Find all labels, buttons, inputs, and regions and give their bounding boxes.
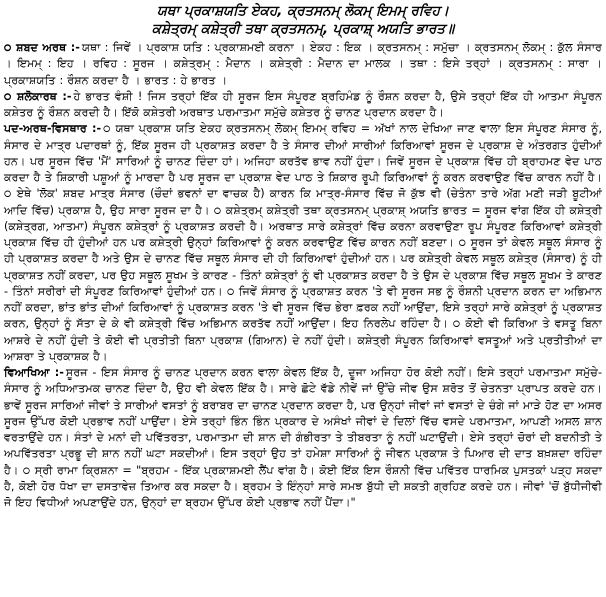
shabad-arth-section [4, 40, 602, 89]
viakhia-label: ਵਿਆਖਿਆ :- [4, 366, 64, 379]
shlokarth-label: ੦ ਸ਼ਲੋਕਾਰਥ :- [4, 89, 72, 103]
shloka-line-1: ਯਥਾ ਪ੍ਰਕਾਸ਼ਯਤਿ ਏਕਹ, ਕ੍ਰਤਸਨਮ੍ ਲੋਕਮ੍ ਇਮਮ੍ ਰਵਿਹ। [157, 3, 449, 19]
pad-arth-vistar-text: ੦ ਯਥਾ ਪ੍ਰਕਾਸ਼ ਯਤਿ ਏਕਹ ਕ੍ਰਤਸਨਮ੍ ਲੋਕਮ੍ ਇਮਮ੍ ਰਵਿਹ = ਅੱਖਾਂ ਨਾਲ ਦੇਖਿਆ ਜਾਣ ਵਾਲਾ ਇਸ ਸੰਪੂਰਣ ਸੰਸਾਰ ਨੂੰ, ਸੰਸਾਰ ਦੇ ਮਾਤ੍ਰ ਪਦਾਰਥਾਂ ਨੂੰ, ਇੱਕ ਸੂਰਜ ਹੀ ਪ੍ਰਕਾਸ਼ਤ ਕਰਦਾ ਹੈ ਤੇ ਸੰਸਾਰ ਦੀਆਂ ਸਾਰੀਆਂ ਕਿਰਿਆਵਾਂ ਸੂਰਜ ਦੇ ਪ੍ਰਕਾਸ਼ ਦੇ ਅੰਤਰਗਤ ਹੁੰਦੀਆਂ ਹਨ। ਪਰ ਸੂਰਜ ਵਿੱਚ 'ਮੈਂ' ਸਾਰਿਆਂ ਨੂੰ ਚਾਨਣ ਦਿੰਦਾ ਹਾਂ। ਅਜਿਹਾ ਕਰਤੱਵ ਭਾਵ ਨਹੀਂ ਹੁੰਦਾ। ਜਿਵੇਂ ਸੂਰਜ ਦੇ ਪ੍ਰਕਾਸ਼ ਵਿੱਚ ਹੀ ਬ੍ਰਾਹਮਣ ਵੇਦ ਪਾਠ ਕਰਦਾ ਹੈ ਤੇ ਸ਼ਿਕਾਰੀ ਪਸ਼ੂਆਂ ਨੂੰ ਮਾਰਦਾ ਹੈ ਪਰ ਸੂਰਜ ਦਾ ਪ੍ਰਕਾਸ਼ ਵੇਦ ਪਾਠ ਤੇ ਸ਼ਿਕਾਰ ਰੂਪੀ ਕਿਰਿਆਵਾਂ ਨੂੰ ਕਰਨ ਕਰਵਾਉਣ ਵਿੱਚ ਕਾਰਨ ਨਹੀਂ ਹੈ। ੦ ਏਥੇ 'ਲੋਕ' ਸ਼ਬਦ ਮਾਤ੍ਰ ਸੰਸਾਰ (ਚੌਦਾਂ ਭਵਨਾਂ ਦਾ ਵਾਚਕ ਹੈ) ਕਾਰਨ ਕਿ ਮਾਤ੍ਰ-ਸੰਸਾਰ ਵਿੱਚ ਜੋ ਕੁੱਝ ਵੀ (ਚੇਤੰਨਾ ਤਾਰੇ ਅੱਗ ਮਣੀ ਜੜੀ ਬੂਟੀਆਂ ਆਦਿ ਵਿੱਚ) ਪ੍ਰਕਾਸ਼ ਹੈ, ਉਹ ਸਾਰਾ ਸੂਰਜ ਦਾ ਹੈ। ੦ ਕਸ਼ੇਤ੍ਰਮ੍ ਕਸ਼ੇਤ੍ਰੀ ਤਥਾ ਕ੍ਰਤਸਨਮ੍ ਪ੍ਰਕਾਸ਼੍ ਅਯਤਿ ਭਾਰਤ = ਸੂਰਜ ਵਾਂਗ ਇੱਕ ਹੀ ਕਸ਼ੇਤ੍ਰੀ (ਕਸ਼ੇਤ੍ਰਗ, ਆਤਮਾ) ਸੰਪੂਰਨ ਕਸ਼ੇਤ੍ਰਾਂ ਨੂੰ ਪ੍ਰਕਾਸ਼ਤ ਕਰਦੀ ਹੈ। ਅਰਥਾਤ ਸਾਰੇ ਕਸ਼ੇਤ੍ਰਾਂ ਵਿੱਚ ਕਰਨਾ ਕਰਵਾਉਣਾ ਰੂਪ ਸੰਪੂਰਣ ਕਿਰਿਆਵਾਂ ਕਸ਼ੇਤ੍ਰੀ ਪ੍ਰਕਾਸ਼ ਵਿੱਚ ਹੀ ਹੁੰਦੀਆਂ ਹਨ ਪਰ ਕਸ਼ੇਤ੍ਰੀ ਉਨ੍ਹਾਂ ਕਿਰਿਆਵਾਂ ਨੂੰ ਕਰਨ ਕਰਵਾਉਣ ਵਿੱਚ ਕਾਰਨ ਨਹੀਂ ਬਣਦਾ। ੦ ਸੂਰਜ ਤਾਂ ਕੇਵਲ ਸਥੂਲ ਸੰਸਾਰ ਨੂੰ ਹੀ ਪ੍ਰਕਾਸ਼ਤ ਕਰਦਾ ਹੈ ਅਤੇ ਉਸ ਦੇ ਚਾਨਣ ਵਿੱਚ ਸਥੂਲ ਸੰਸਾਰ ਦੀ ਹੀ ਕਿਰਿਆਵਾਂ ਹੁੰਦੀਆਂ ਹਨ। ਪਰ ਕਸ਼ੇਤ੍ਰੀ ਕੇਵਲ ਸਥੂਲ ਕਸ਼ੇਤ੍ਰ (ਸੰਸਾਰ) ਨੂੰ ਹੀ ਪ੍ਰਕਾਸ਼ਤ ਨਹੀਂ ਕਰਦਾ, ਪਰ ਉਹ ਸਥੂਲ ਸੂਖਮ ਤੇ ਕਾਰਣ - ਤਿੰਨਾਂ ਕਸ਼ੇਤ੍ਰਾਂ ਨੂੰ ਵੀ ਪ੍ਰਕਾਸ਼ਤ ਕਰਦਾ ਹੈ ਤੇ ਉਸ ਦੇ ਪ੍ਰਕਾਸ਼ ਵਿੱਚ ਸਥੂਲ ਸੂਖਮ ਤੇ ਕਾਰਣ - ਤਿੰਨਾਂ ਸਰੀਰਾਂ ਦੀ ਸੰਪੂਰਣ ਕਿਰਿਆਵਾਂ ਹੁੰਦੀਆਂ ਹਨ। ੦ ਜਿਵੇਂ ਸੰਸਾਰ ਨੂੰ ਪ੍ਰਕਾਸ਼ਤ ਕਰਨ 'ਤੇ ਵੀ ਸੂਰਜ ਸਭ ਨੂੰ ਰੌਸ਼ਨੀ ਪ੍ਰਦਾਨ ਕਰਨ ਦਾ ਅਭਿਮਾਨ ਨਹੀਂ ਕਰਦਾ, ਭਾਂਤ ਭਾਂਤ ਦੀਆਂ ਕਿਰਿਆਵਾਂ ਨੂੰ ਪ੍ਰਕਾਸ਼ਤ ਕਰਨ 'ਤੇ ਵੀ ਸੂਰਜ ਵਿੱਚ ਭੇਰਾ ਫ਼ਰਕ ਨਹੀਂ ਆਉਂਦਾ, ਇਸੇ ਤਰ੍ਹਾਂ ਸਾਰੇ ਕਸ਼ੇਤ੍ਰਾਂ ਨੂੰ ਪ੍ਰਕਾਸ਼ਤ ਕਰਨ, ਉਨ੍ਹਾਂ ਨੂੰ ਸੱਤਾ ਦੇ ਕੇ ਵੀ ਕਸ਼ੇਤ੍ਰੀ ਵਿੱਚ ਅਭਿਮਾਨ ਕਰਤੱਵ ਨਹੀਂ ਆਉਂਦਾ। ਇਹ ਨਿਰਲੇਪ ਰਹਿੰਦਾ ਹੈ। ੦ ਕੋਈ ਵੀ ਕਿਰਿਆ ਤੇ ਵਸਤੂ ਬਿਨਾ ਆਸ਼ਰੇ ਦੇ ਨਹੀਂ ਹੁੰਦੀ ਤੇ ਕੋਈ ਵੀ ਪ੍ਰਤੀਤੀ ਬਿਨਾ ਪ੍ਰਕਾਸ਼ (ਗਿਆਨ) ਦੇ ਨਹੀਂ ਹੁੰਦੀ। ਕਸ਼ੇਤ੍ਰੀ ਸੰਪੂਰਨ ਕਿਰਿਆਵਾਂ ਵਸਤੂਆਂ ਅਤੇ ਪ੍ਰਤੀਤੀਆਂ ਦਾ ਆਸ਼ਰਾ ਤੇ ਪ੍ਰਕਾਸ਼ਕ ਹੈ। [4, 122, 603, 363]
shabad-arth-label: ੦ ਸ਼ਬਦ ਅਰਥ :- [4, 41, 80, 54]
shlokarth-text: ਹੇ ਭਾਰਤ ਵੰਸ਼ੀ ! ਜਿਸ ਤਰ੍ਹਾਂ ਇੱਕ ਹੀ ਸੂਰਜ ਇਸ ਸੰਪੂਰਣ ਬ੍ਰਹਿਮੰਡ ਨੂੰ ਰੌਸ਼ਨ ਕਰਦਾ ਹੈ, ਉਸੇ ਤਰ੍ਹਾਂ ਇੱਕ ਹੀ ਆਤਮਾ ਸੰਪੂਰਨ ਕਸ਼ੇਤਰ ਨੂੰ ਰੌਸ਼ਨ ਕਰਦੀ ਹੈ। ਇੱਕੋ ਕਸ਼ੇਤਰੀ ਅਰਥਾਤ ਪਰਮਾਤਮਾ ਸਮੁੱਚੇ ਕਸ਼ੇਤਰ ਨੂੰ ਚਾਨਣ ਪ੍ਰਦਾਨ ਕਰਦਾ ਹੈ। [4, 89, 602, 119]
shlokarth-section [4, 89, 602, 122]
viakhia-section [4, 365, 602, 511]
pad-arth-vistar-section [4, 121, 602, 365]
shloka-line-2: ਕਸ਼ੇਤ੍ਰਮ੍ ਕਸ਼ੇਤ੍ਰੀ ਤਥਾ ਕ੍ਰਤਸਨਮ੍, ਪ੍ਰਕਾਸ਼੍ ਅਯਤਿ ਭਾਰਤ॥ [151, 21, 455, 37]
viakhia-text: ਸੂਰਜ - ਇਸ ਸੰਸਾਰ ਨੂੰ ਚਾਨਣ ਪ੍ਰਦਾਨ ਕਰਨ ਵਾਲਾ ਕੇਵਲ ਇੱਕ ਹੈ, ਦੂਜਾ ਅਜਿਹਾ ਹੋਰ ਕੋਈ ਨਹੀਂ। ਇਸੇ ਤਰ੍ਹਾਂ ਪਰਮਾਤਮਾ ਸਮੁੱਚੇ-ਸੰਸਾਰ ਨੂੰ ਅਧਿਆਤਮਕ ਚਾਨਣ ਦਿੰਦਾ ਹੈ, ਉਹ ਵੀ ਕੇਵਲ ਇੱਕ ਹੈ। ਸਾਰੇ ਛੋਟੇ ਵੱਡੇ ਨੀਵੇਂ ਜਾਂ ਉੱਚੇ ਜੀਵ ਉਸ ਸ਼ਰੋਤ ਤੋਂ ਚੇਤਨਤਾ ਪ੍ਰਾਪਤ ਕਰਦੇ ਹਨ। ਭਾਵੇਂ ਸੂਰਜ ਸਾਰਿਆਂ ਜੀਵਾਂ ਤੇ ਸਾਰੀਆਂ ਵਸਤਾਂ ਨੂੰ ਬਰਾਬਰ ਦਾ ਚਾਨਣ ਪ੍ਰਦਾਨ ਕਰਦਾ ਹੈ, ਪਰ ਉਨ੍ਹਾਂ ਜੀਵਾਂ ਜਾਂ ਵਸਤਾਂ ਦੇ ਚੰਗੇ ਜਾਂ ਮਾੜੇ ਹੋਣ ਦਾ ਅਸਰ ਸੂਰਜ ਉੱਪਰ ਕੋਈ ਪ੍ਰਭਾਵ ਨਹੀਂ ਪਾਉਂਦਾ। ਏਸੇ ਤਰ੍ਹਾਂ ਭਿੰਨ ਭਿੰਨ ਪ੍ਰਕਾਰ ਦੇ ਅਸੰਖਾਂ ਜੀਵਾਂ ਦੇ ਦਿਲਾਂ ਵਿੱਚ ਵਸਦੇ ਪਰਮਾਤਮਾ, ਆਪਣੀ ਅਸਲ ਸ਼ਾਨ ਵਰਤਾਉਂਦੇ ਹਨ। ਸੰਤਾਂ ਦੇ ਮਨਾਂ ਦੀ ਪਵਿੱਤਰਤਾ, ਪਰਮਾਤਮਾ ਦੀ ਸ਼ਾਨ ਦੀ ਗੰਭੀਰਤਾ ਤੇ ਤੀਬਰਤਾ ਨੂੰ ਨਹੀਂ ਘਟਾਉਂਦੀ। ਏਸੇ ਤਰ੍ਹਾਂ ਚੋਰਾਂ ਦੀ ਬਦਨੀਤੀ ਤੇ ਅਪਵਿੱਤਰਤਾ ਪ੍ਰਭੂ ਦੀ ਸ਼ਾਨ ਨਹੀਂ ਘਟਾ ਸਕਦੀਆਂ। ਇਸ ਤਰ੍ਹਾਂ ਉਹ ਤਾਂ ਹਮੇਸ਼ਾ ਸਾਰਿਆਂ ਨੂੰ ਜੀਵਨ ਪ੍ਰਕਾਸ਼ ਤੇ ਪਿਆਰ ਦੀ ਦਾਤ ਬਖ਼ਸ਼ਦਾ ਰਹਿੰਦਾ ਹੈ। ੦ ਸ੍ਰੀ ਰਾਮਾ ਕ੍ਰਿਸ਼ਨਾ = "ਬ੍ਰਹਮ - ਇੱਕ ਪ੍ਰਕਾਸ਼ਮਈ ਲੈਂਪ ਵਾਂਗ ਹੈ। ਕੋਈ ਇੱਕ ਇਸ ਰੌਸ਼ਨੀ ਵਿੱਚ ਪਵਿੱਤਰ ਧਾਰਮਿਕ ਪੁਸਤਕਾਂ ਪੜ੍ਹ ਸਕਦਾ ਹੈ, ਕੋਈ ਹੋਰ ਧੋਖਾ ਦਾ ਦਸਤਾਵੇਜ਼ ਤਿਆਰ ਕਰ ਸਕਦਾ ਹੈ। ਬ੍ਰਹਮ ਤੇ ਇੰਨ੍ਹਾਂ ਸਾਰੇ ਸਮਝ ਬੁੱਧੀ ਦੀ ਸ਼ਕਤੀ ਗ੍ਰਹਿਣ ਕਰਦੇ ਹਨ। ਜੀਵਾਂ 'ਚੋਂ ਬੁੱਧੀਜੀਵੀ ਜੋ ਇਹ ਵਿਧੀਆਂ ਅਪਣਾਉਂਦੇ ਹਨ, ਉਨ੍ਹਾਂ ਦਾ ਬ੍ਰਹਮ ਉੱਪਰ ਕੋਈ ਪ੍ਰਭਾਵ ਨਹੀਂ ਪੈਂਦਾ।" [4, 366, 602, 509]
shabad-arth-text: ਯਥਾ : ਜਿਵੇਂ । ਪ੍ਰਕਾਸ਼ ਯਤਿ : ਪ੍ਰਕਾਸ਼ਮਈ ਕਰਨਾ । ਏਕਹ : ਇਕ । ਕ੍ਰਤਸਨਮ੍ : ਸਮੁੱਚਾ । ਕ੍ਰਤਸਨਮ੍ ਲੋਕਮ੍ : ਕੁੱਲ ਸੰਸਾਰ । ਇਮਮ੍ : ਇਹ । ਰਵਿਹ : ਸੂਰਜ । ਕਸ਼ੇਤ੍ਰਮ੍ : ਮੈਦਾਨ । ਕਸ਼ੇਤ੍ਰੀ : ਮੈਦਾਨ ਦਾ ਮਾਲਕ । ਤਥਾ : ਇਸੇ ਤਰ੍ਹਾਂ । ਕ੍ਰਤਸਨਮ੍ : ਸਾਰਾ । ਪ੍ਰਕਾਸ਼ਯਤਿ : ਰੌਸ਼ਨ ਕਰਦਾ ਹੈ । ਭਾਰਤ : ਹੇ ਭਾਰਤ । [4, 41, 602, 87]
pad-arth-vistar-label: ਪਦ-ਅਰਥ-ਵਿਸਥਾਰ :- [4, 122, 102, 136]
